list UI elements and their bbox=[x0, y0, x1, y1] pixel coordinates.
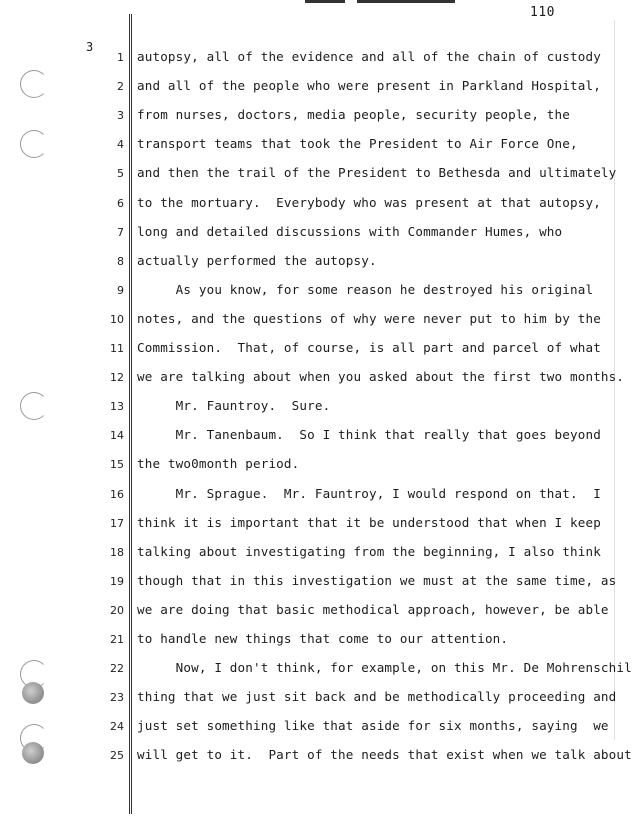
line-number: 13 bbox=[110, 400, 124, 413]
line-number: 7 bbox=[117, 226, 124, 239]
transcript-line: just set something like that aside for six months, saying we bbox=[137, 718, 609, 733]
margin-rule bbox=[129, 14, 132, 814]
line-number: 6 bbox=[117, 197, 124, 210]
line-number: 25 bbox=[110, 749, 124, 762]
transcript-line: notes, and the questions of why were never put to him by the bbox=[137, 311, 601, 326]
line-number: 11 bbox=[110, 342, 124, 355]
transcript-line: Mr. Tanenbaum. So I think that really that goes beyond bbox=[137, 427, 601, 442]
line-number: 2 bbox=[117, 80, 124, 93]
transcript-line: talking about investigating from the beginning, I also think bbox=[137, 544, 601, 559]
line-number: 22 bbox=[110, 662, 124, 675]
line-number: 10 bbox=[110, 313, 124, 326]
punch-hole bbox=[22, 682, 44, 704]
line-number: 20 bbox=[110, 604, 124, 617]
transcript-line: think it is important that it be understood that when I keep bbox=[137, 515, 601, 530]
transcript-line: will get to it. Part of the needs that exist when we talk about bbox=[137, 747, 632, 762]
section-number: 3 bbox=[86, 40, 94, 54]
line-number: 18 bbox=[110, 546, 124, 559]
punch-hole bbox=[20, 392, 48, 420]
line-number: 1 bbox=[117, 51, 124, 64]
punch-hole bbox=[22, 742, 44, 764]
line-number: 4 bbox=[117, 138, 124, 151]
transcript-line: thing that we just sit back and be methodically proceeding and bbox=[137, 689, 617, 704]
transcript-line: actually performed the autopsy. bbox=[137, 253, 377, 268]
transcript-line: Mr. Fauntroy. Sure. bbox=[137, 398, 331, 413]
line-number: 24 bbox=[110, 720, 124, 733]
transcript-line: transport teams that took the President to Air Force One, bbox=[137, 136, 578, 151]
transcript-line: Commission. That, of course, is all part and parcel of what bbox=[137, 340, 601, 355]
top-rule bbox=[305, 0, 465, 3]
transcript-line: to the mortuary. Everybody who was present at that autopsy, bbox=[137, 195, 601, 210]
line-number: 12 bbox=[110, 371, 124, 384]
transcript-line: we are doing that basic methodical approach, however, be able bbox=[137, 602, 609, 617]
transcript-line: autopsy, all of the evidence and all of the chain of custody bbox=[137, 49, 601, 64]
transcript-line: Now, I don't think, for example, on this Mr. De Mohrenschil bbox=[137, 660, 632, 675]
line-number: 16 bbox=[110, 488, 124, 501]
line-number: 19 bbox=[110, 575, 124, 588]
transcript-line: to handle new things that come to our attention. bbox=[137, 631, 509, 646]
transcript-line: from nurses, doctors, media people, security people, the bbox=[137, 107, 570, 122]
transcript-line: As you know, for some reason he destroyed his original bbox=[137, 282, 594, 297]
punch-hole bbox=[20, 130, 48, 158]
transcript-line: long and detailed discussions with Commander Humes, who bbox=[137, 224, 563, 239]
line-number: 23 bbox=[110, 691, 124, 704]
transcript-line: Mr. Sprague. Mr. Fauntroy, I would respond on that. I bbox=[137, 486, 601, 501]
punch-hole bbox=[20, 70, 48, 98]
line-number: 5 bbox=[117, 167, 124, 180]
transcript-line: we are talking about when you asked about the first two months. bbox=[137, 369, 625, 384]
line-number: 17 bbox=[110, 517, 124, 530]
page-number: 110 bbox=[530, 5, 555, 20]
line-number: 8 bbox=[117, 255, 124, 268]
line-number: 14 bbox=[110, 429, 124, 442]
transcript-line: the two0month period. bbox=[137, 456, 300, 471]
transcript-line: though that in this investigation we must at the same time, as bbox=[137, 573, 617, 588]
line-number: 15 bbox=[110, 458, 124, 471]
line-number: 3 bbox=[117, 109, 124, 122]
transcript-line: and then the trail of the President to Bethesda and ultimately bbox=[137, 165, 617, 180]
line-number: 9 bbox=[117, 284, 124, 297]
transcript-line: and all of the people who were present in Parkland Hospital, bbox=[137, 78, 601, 93]
line-number: 21 bbox=[110, 633, 124, 646]
